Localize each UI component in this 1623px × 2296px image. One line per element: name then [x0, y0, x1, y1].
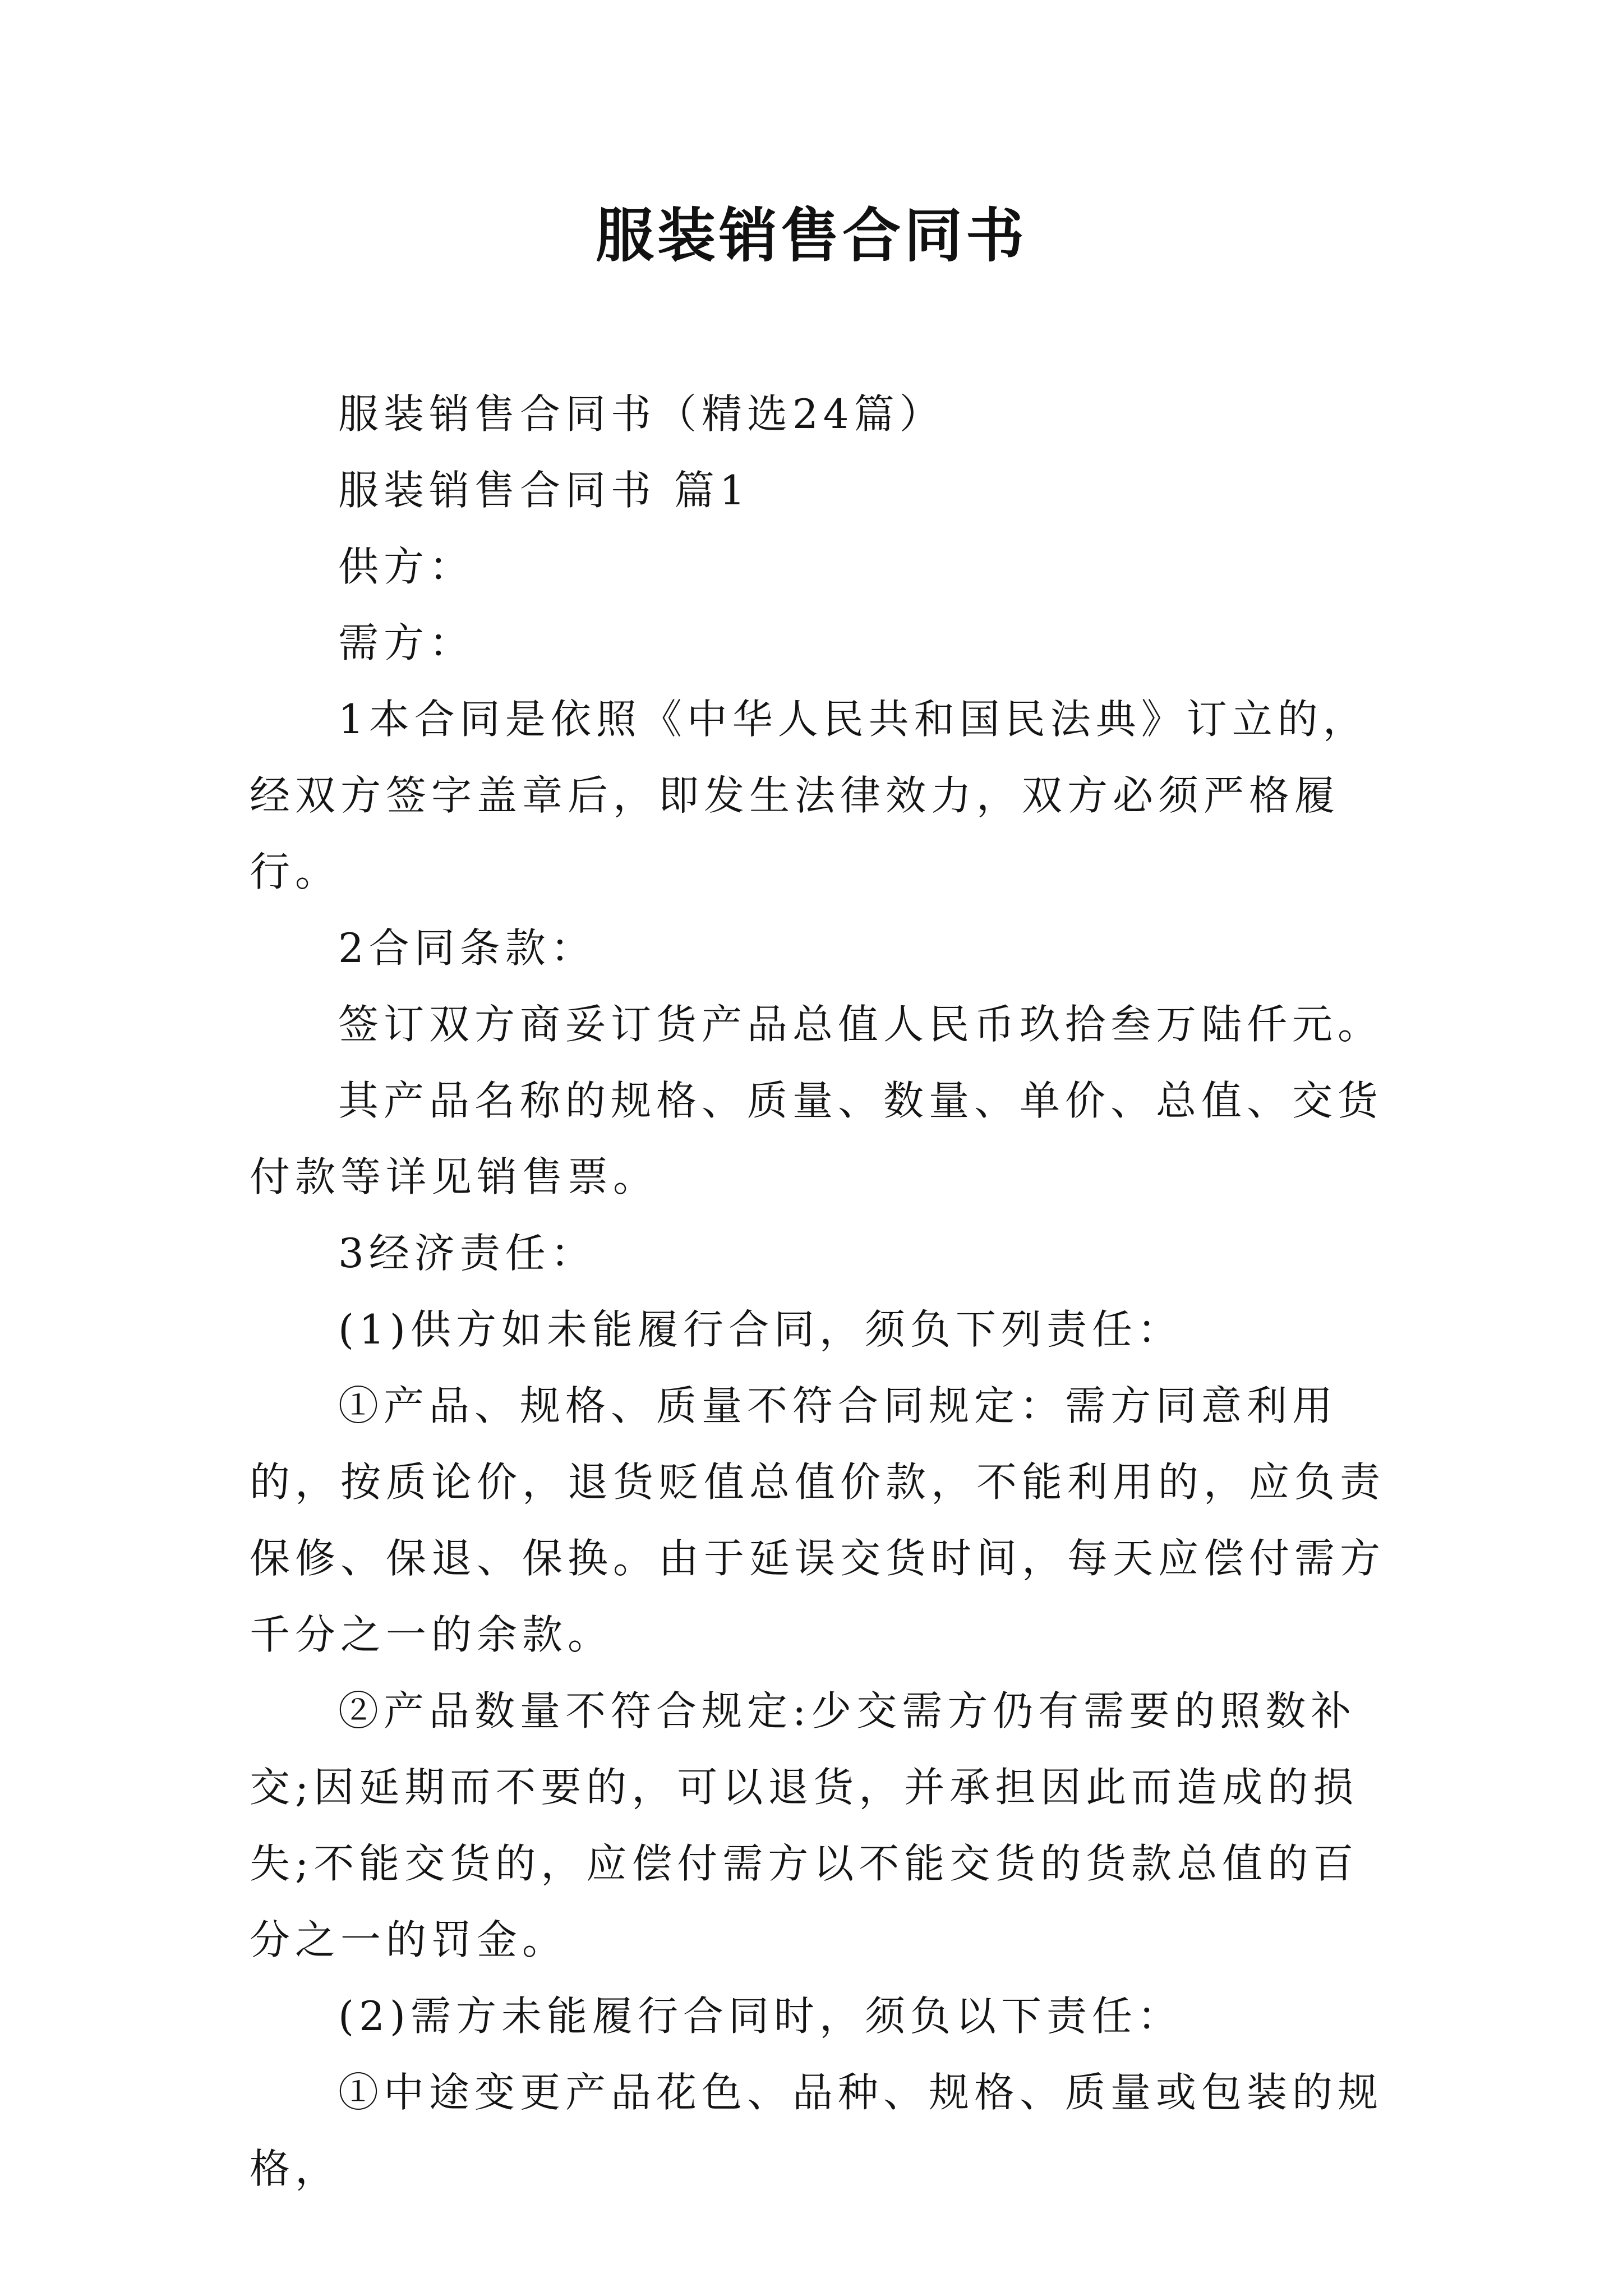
- paragraph-buyer: 需方：: [338, 619, 475, 666]
- paragraph-section-heading: 服装销售合同书 篇1: [338, 467, 750, 514]
- paragraph-collection-title: 服装销售合同书（精选24篇）: [338, 390, 945, 438]
- paragraph-supplier-liability: (1)供方如未能履行合同，须负下列责任：: [338, 1306, 1183, 1353]
- paragraph-product-details: 其产品名称的规格、质量、数量、单价、总值、交货付款等详见销售票。: [250, 1077, 1384, 1200]
- document-title: 服装销售合同书: [595, 201, 1027, 270]
- paragraph-clause-1: 1本合同是依照《中华人民共和国民法典》订立的，经双方签字盖章后，即发生法律效力，双方必须严格履行。: [250, 696, 1368, 895]
- paragraph-buyer-liability: (2)需方未能履行合同时，须负以下责任：: [338, 1993, 1183, 2040]
- paragraph-clause-2-heading: 2合同条款：: [338, 924, 596, 972]
- paragraph-liability-item-2: ②产品数量不符合规定:少交需方仍有需要的照数补交;因延期而不要的，可以退货，并承担因此而造成的损失;不能交货的，应偿付需方以不能交货的货款总值的百分之一的罚金。: [250, 1687, 1359, 1963]
- paragraph-total-value: 签订双方商妥订货产品总值人民币玖拾叁万陆仟元。: [338, 1001, 1384, 1048]
- document-body: [250, 376, 1396, 2207]
- paragraph-buyer-liability-item-1: ①中途变更产品花色、品种、规格、质量或包装的规格，: [250, 2069, 1384, 2192]
- paragraph-supplier: 供方：: [338, 543, 475, 590]
- paragraph-liability-item-1: ①产品、规格、质量不符合同规定：需方同意利用的，按质论价，退货贬值总值价款，不能利用的，应负责保修、保退、保换。由于延误交货时间，每天应偿付需方千分之一的余款。: [250, 1382, 1386, 1658]
- paragraph-clause-3-heading: 3经济责任：: [338, 1230, 596, 1277]
